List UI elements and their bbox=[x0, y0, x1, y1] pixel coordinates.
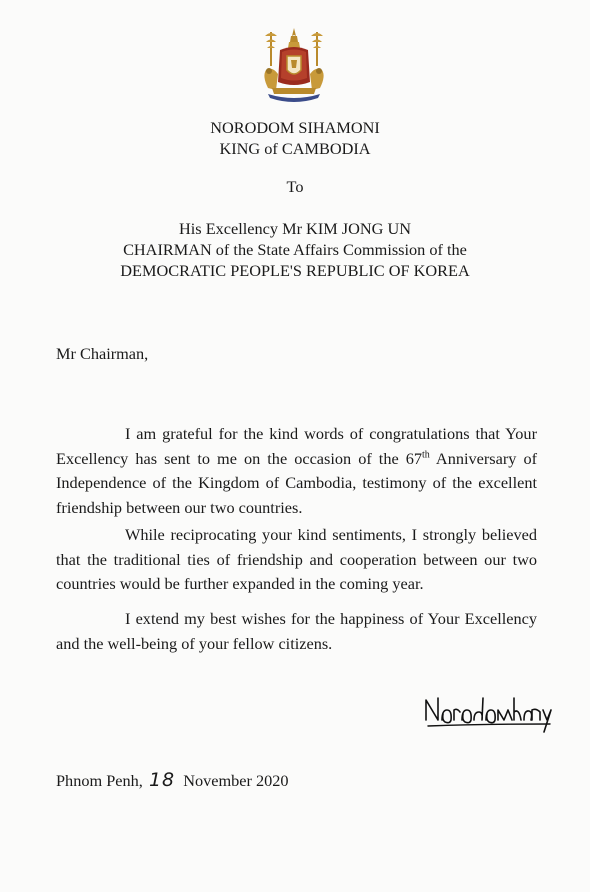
recipient-line-3: DEMOCRATIC PEOPLE'S REPUBLIC OF KOREA bbox=[120, 261, 470, 280]
dateline-place: Phnom Penh, bbox=[56, 771, 143, 790]
dateline-month-year: November 2020 bbox=[183, 771, 289, 790]
body-paragraph-2: While reciprocating your kind sentiments, I strongly believed that the traditional ties of friendship and cooperation between our two countries would be further expanded in the coming year. bbox=[56, 525, 537, 593]
royal-crest-icon bbox=[258, 26, 330, 104]
signature-image bbox=[416, 686, 558, 734]
recipient-block bbox=[0, 218, 590, 281]
recipient-line-1: His Excellency Mr KIM JONG UN bbox=[179, 219, 411, 238]
body-paragraph-1-part-b: Anniversary of Independence of the Kingdom of Cambodia, testimony of the excellent friendship between our two countries. bbox=[56, 448, 538, 517]
body-paragraph-1-part-a: I am grateful for the kind words of congratulations that Your Excellency has sent to me on the occasion of the 67 bbox=[56, 424, 537, 468]
to-label: To bbox=[286, 177, 304, 196]
ordinal-superscript: th bbox=[422, 449, 430, 461]
dateline-day-handwritten: 18 bbox=[148, 769, 176, 791]
recipient-line-2: CHAIRMAN of the State Affairs Commission of the bbox=[123, 240, 467, 259]
body-paragraph-3: I extend my best wishes for the happiness of Your Excellency and the well-being of your fellow citizens. bbox=[56, 609, 537, 653]
sender-name: NORODOM SIHAMONI bbox=[210, 118, 380, 137]
sender-title: KING of CAMBODIA bbox=[219, 139, 371, 158]
salutation: Mr Chairman, bbox=[56, 344, 149, 363]
body-paragraph-1 bbox=[56, 422, 537, 520]
sender-block bbox=[0, 117, 590, 159]
dateline bbox=[56, 770, 289, 791]
